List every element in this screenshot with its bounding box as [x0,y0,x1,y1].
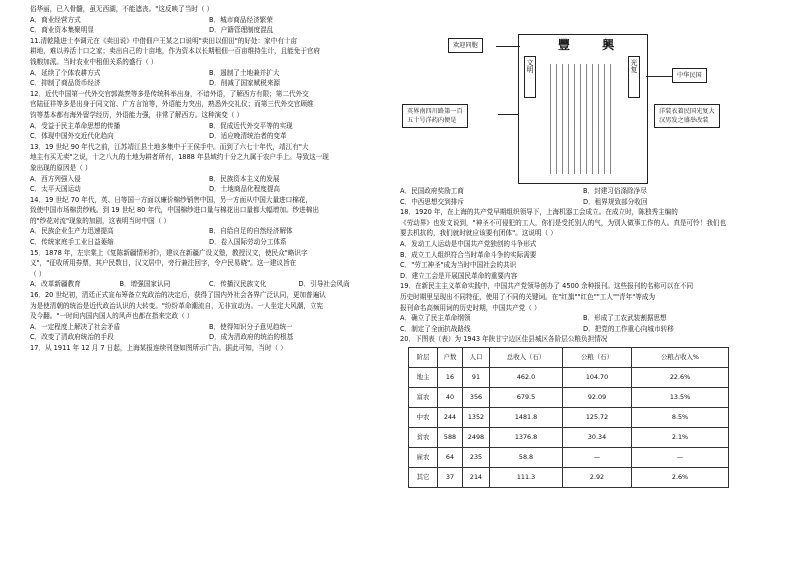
connector-line [498,114,518,115]
figure-body-text [550,64,614,174]
q13-option-d[interactable]: D．土地商品化程度提高 [209,185,281,194]
q18-option-a[interactable]: A．发动工人运动是中国共产党独创的斗争形式 [400,239,537,248]
q11-options-2 [30,78,388,89]
table-cell: 462.0 [490,367,563,387]
box-left-top: 欢迎同胞 [448,38,483,53]
q14-line: 的"纱花对流"现象的加剧，这表明当时中国（ ） [30,216,171,225]
table-header-cell: 公粮占收入% [632,347,729,367]
q16-option-d[interactable]: D．成为清政府的统治的根基 [209,333,294,342]
q10-options [30,15,388,26]
q11-option-c[interactable]: C．抑制了商品货币经济 [30,79,101,88]
table-header-row [409,347,729,367]
q11-line: 11.清乾隆进士李调元在《卖田说》中借佃户王某之口说明"卖田以佃田"的好处：家中有十亩 [30,36,298,45]
table-header-cell: 阶层 [409,347,438,367]
box-left-bottom-line2: 五十号洋药内便是 [407,117,457,124]
q12-line: 钧等基本都有海外留学经历，外语能力强，非常了解西方。这种演变（ ） [30,110,244,119]
q14-option-c[interactable]: C．传统家庭手工业日益萎缩 [30,238,114,247]
q17-options-2 [400,197,766,208]
q13-line: 地主有买无卖"之说，十之八九的土地为耕者所有，1888 年县域约十分之九属于农户手上。导致这一现 [30,153,329,162]
q19-option-d[interactable]: D．把党的工作重心向城市转移 [583,324,674,333]
q16-option-a[interactable]: A．一定程度上解决了社会矛盾 [30,322,121,331]
table-cell: 1481.8 [490,407,563,427]
box-left-bottom [402,104,468,128]
table-header-cell: 人口 [463,347,490,367]
q18-option-b[interactable]: B．成立工人组织符合当时革命斗争的实际需要 [400,250,537,259]
flag-left: 文明 [524,56,536,98]
q14-line: 致使中国市场棉贵纱贱。到 19 世纪 80 年代，中国棉纱进口量与棉花出口量都大幅增加。纱进棉出 [30,206,319,215]
q16-options [30,322,388,333]
q14-option-d[interactable]: D．卷入国际劳动分工体系 [209,238,287,247]
q11-line: 耕地，难以养活十口之家；卖出自己的十亩地，作为资本以长期租佃一百亩维持生计，且能免于官府 [30,47,321,56]
table-row [409,367,729,387]
q12-options-2 [30,131,388,142]
table-cell: 2.1% [632,427,729,447]
box-right-top: 中华民国 [672,68,707,83]
q14-options [30,226,388,237]
q12-line: 官陆征祥等多是出身于同文馆、广方言馆等，外语能力突出，熟悉外交礼仪；而第三代外交官顾维 [30,100,314,109]
table-row [409,447,729,467]
table-cell: 104.70 [563,367,632,387]
q19-options [400,313,766,324]
q12-option-a[interactable]: A．受益于民主革命思想的传播 [30,121,121,130]
q18-line: 18．1920 年，在上海的共产党早期组织领导下，上海机器工会成立。在成立时，陈独秀主编的 [400,208,678,217]
q15-option-d[interactable]: D．引导社会风尚 [298,280,350,289]
q17-options [400,186,766,197]
figure-title: 豐 興 [558,38,629,52]
q11-option-b[interactable]: B．遏制了土地兼并扩大 [209,68,280,77]
q19-option-c[interactable]: C．制定了全面抗战路线 [400,324,471,333]
grain-burden-table [408,347,729,488]
box-right-bottom-line2: 汉男发之盛举改装 [659,117,709,124]
table-cell: 1376.8 [490,427,563,447]
q16-line: 为是使清朝的统治是近代政治认识的大转变。"纷纷革命潮流自，无非宣动为。一人坐定大风潮，立宪 [30,301,324,310]
table-cell: 92.09 [563,387,632,407]
q13-option-c[interactable]: C．太平天国运动 [30,185,81,194]
table-cell: 2.6% [632,467,729,487]
table-cell: 111.3 [490,467,563,487]
table-cell: 125.72 [563,407,632,427]
q20-line: 20．下图表（表）为 1943 年陕甘宁边区佳县城区各阶层公粮负担情况 [400,335,608,344]
q15-line: 义"，"征收所用券票，其户民数目，汉文居中，旁行兼注回字，令户民易晓"。这一建议旨在 [30,259,297,268]
table-cell: 58.8 [490,447,563,467]
q14-option-b[interactable]: B．自给自足的自然经济解体 [209,227,293,236]
table-cell: — [563,447,632,467]
left-column [30,4,388,354]
q18-option-c[interactable]: C．"劳工神圣"成为当时中国社会的共识 [400,261,517,270]
q13-option-b[interactable]: B．民族资本主义的发展 [209,174,280,183]
q19-line: 历史时期里呈现出不同特征，使用了不同的关键词。在"红旗""红色""工人""青年"等成为 [400,292,656,301]
table-header-cell: 户数 [438,347,463,367]
table-header-cell: 总收入（石） [490,347,563,367]
q15-option-a[interactable]: A．改革新疆教育 [30,280,81,289]
q17-line: 17．从 1911 年 12 月 7 日起，上海某报连续刊登如图所示广告。据此可知，当时（ ） [30,344,287,352]
table-cell: 16 [438,367,463,387]
table-cell: 356 [463,387,490,407]
table-cell: 2498 [463,427,490,447]
q13-options [30,174,388,185]
q12-option-b[interactable]: B．促成近代外交平等的实现 [209,121,293,130]
q13-line: 13．19 世纪 90 年代之前，江苏靖江县土地多集中于王侯手中。而到了六七十年代，靖江有"大 [30,142,309,151]
right-column [400,0,766,488]
q12-option-d[interactable]: D．适应晚清统治者的变革 [209,132,287,141]
q10-options-2 [30,25,388,36]
q17-option-b[interactable]: B．封建习俗涤除净尽 [583,187,647,195]
q12-options [30,121,388,132]
table-cell: 30.34 [563,427,632,447]
q11-option-d[interactable]: D．削减了国家赋税来源 [209,79,281,88]
q11-options [30,68,388,79]
q16-option-c[interactable]: C．改变了清政府统治的手段 [30,333,114,342]
q17-options-block [400,186,766,207]
table-cell: 1352 [463,407,490,427]
q15-option-c[interactable]: C．传播汉民族文化 [209,280,267,289]
table-cell: 679.5 [490,387,563,407]
table-row [409,427,729,447]
q15-option-b[interactable]: B．增强国家认同 [119,280,171,289]
q11-line: 钱粮加派。当时农业中租佃关系的盛行（ ） [30,57,158,66]
q14-line: 14．19 世纪 70 年代，英、日等国一方面以廉价棉纱销售中国，另一方面从中国大量进口棉花， [30,195,313,204]
q19-option-b[interactable]: B．形成了工农武装割据思想 [583,314,667,323]
table-cell: 91 [463,367,490,387]
q19-option-a[interactable]: A．确立了民主革命纲领 [400,314,471,323]
q14-options-2 [30,237,388,248]
box-right-bottom [654,104,720,128]
q13-options-2 [30,184,388,195]
table-cell: 地主 [409,367,438,387]
q15-line: 15．1878 年，左宗棠上《复陈新疆情形折》，建议在新疆广设义塾，教授汉文，使民众"略识字 [30,248,308,257]
table-cell: — [632,447,729,467]
table-cell: 其它 [409,467,438,487]
q13-line: 象出现的原因是（ ） [30,163,92,172]
connector-line [646,76,672,77]
box-right-bottom-line1: 洋装衣着民国光复大 [659,108,715,115]
q16-options-2 [30,332,388,343]
q12-line: 12．近代中国第一代外交官郭嵩焘等多是传统科举出身，不谙外语，了解西方有限；第二代外交 [30,89,309,98]
q18-option-d[interactable]: D．建立工会是开展国民革命的重要内容 [400,271,518,280]
q17-option-a[interactable]: A．民国政府奖励工商 [400,187,464,195]
q12-option-c[interactable]: C．体现中国外交近代化趋向 [30,132,114,141]
q13-option-a[interactable]: A．西方列强入侵 [30,174,81,183]
flag-right: 光复 [628,56,640,98]
q17-option-d[interactable]: D．租界规致部分收回 [583,197,648,206]
table-row [409,387,729,407]
table-header-cell: 公粮（石） [563,347,632,367]
table-cell: 214 [463,467,490,487]
q14-option-a[interactable]: A．民族企业生产力迅速提高 [30,227,114,236]
table-cell: 雇农 [409,447,438,467]
q19-line: 19．在新民主主义革命实践中，中国共产党领导创办了 4500 余种报刊。这些报刊的名称可以在不同 [400,282,694,291]
q15-options [30,279,388,290]
table-cell: 2.92 [563,467,632,487]
advertisement-figure [400,34,766,182]
table-cell: 64 [438,447,463,467]
q16-line: 16．20 世纪初，清廷正式宣布筹备立宪政治的决定后，获得了国内外社会各界广泛认同，更加普遍认 [30,291,326,300]
table-cell: 8.5% [632,407,729,427]
table-cell: 235 [463,447,490,467]
table-cell: 244 [438,407,463,427]
table-cell: 中农 [409,407,438,427]
q10-tail: 俗华丽，已入骨髓，虽无西湖，不能遮丧。"这反映了当时（ ） [30,5,214,13]
table-cell: 40 [438,387,463,407]
table-cell: 22.6% [632,367,729,387]
q17-option-c[interactable]: C．中西思想交到排斥 [400,197,464,206]
q19-line: 报刊命名高频用词的历史时期，中国共产党（ ） [400,303,541,312]
q10-option-b[interactable]: B．城市商品经济繁荣 [209,15,273,24]
q10-option-a[interactable]: A．商业经营方式 [30,15,81,24]
table-row [409,407,729,427]
table-row [409,467,729,487]
q11-option-a[interactable]: A．延续了个体农耕方式 [30,68,101,77]
box-left-bottom-line1: 英界南四川路第一百 [407,108,463,115]
connector-line [496,46,520,47]
q16-option-b[interactable]: B．使得知识分子意见趋统一 [209,322,293,331]
q10-option-c[interactable]: C．商业资本集聚明显 [30,26,94,35]
q18-line: 要去机抗的，我们就时就应该要有团体"。这说明（ ） [400,229,557,238]
table-cell: 富农 [409,387,438,407]
q19-options-2 [400,324,766,335]
table-cell: 13.5% [632,387,729,407]
table-cell: 37 [438,467,463,487]
q16-line: 及今翻。"一时间内国内国人的风声也都在指来完政（ ） [30,312,194,321]
q18-line: 《劳动界》也发文说到，"神圣不可侵犯的工人，你们是受托别人的气，为别人做事工作的人。真是可怜！我们也 [400,218,727,227]
q15-line: （ ） [30,269,46,278]
table-cell: 贫农 [409,427,438,447]
q10-option-d[interactable]: D．户籍管理制度混乱 [209,26,274,35]
table-cell: 588 [438,427,463,447]
